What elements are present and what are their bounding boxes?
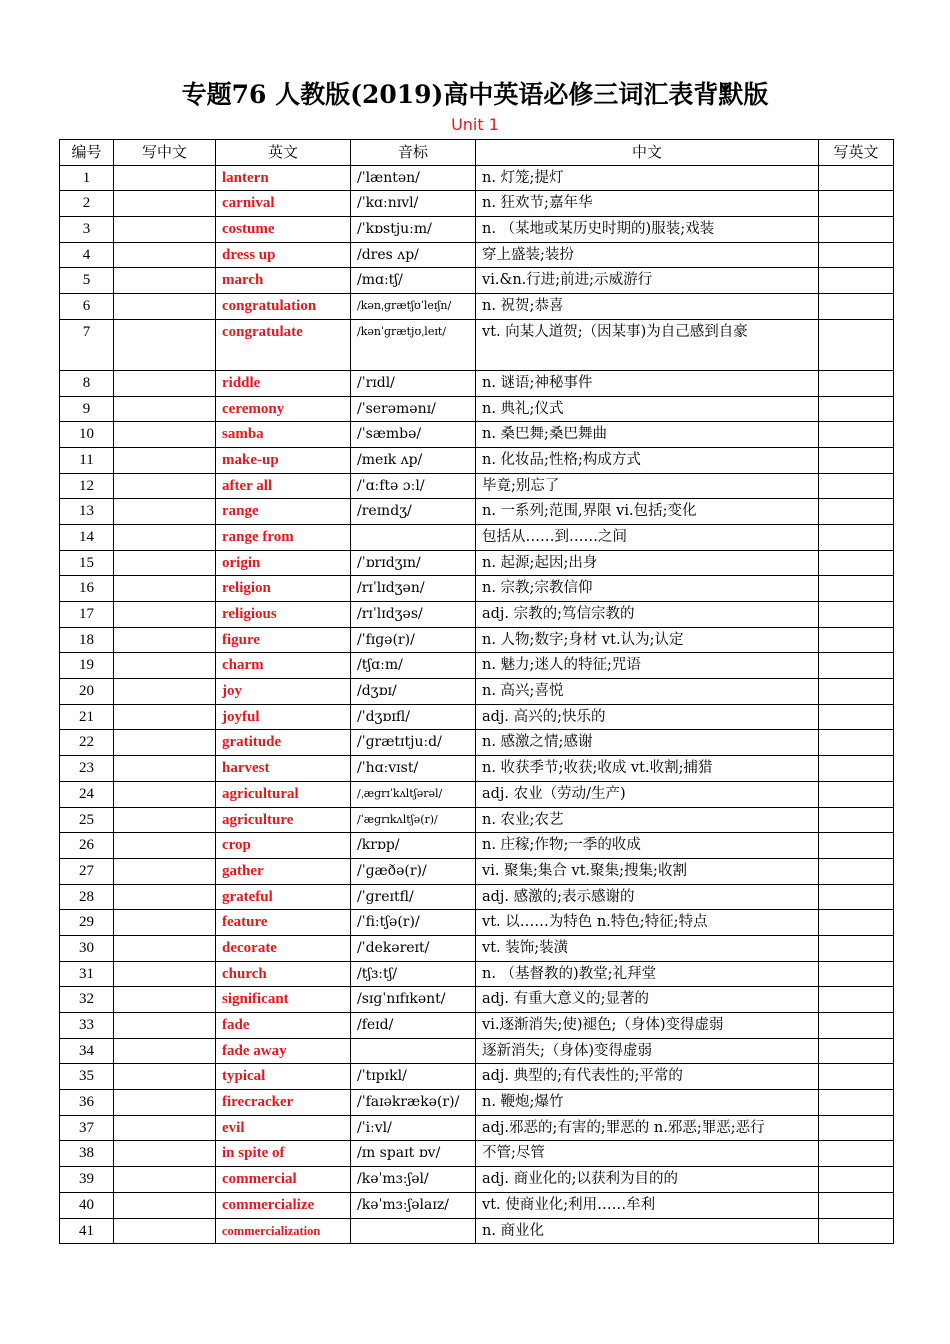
write-chinese-cell[interactable] <box>114 242 216 268</box>
chinese-meaning: vi. 聚集;集合 vt.聚集;搜集;收割 <box>476 858 819 884</box>
phonetic: /kəˈmɜːʃəl/ <box>351 1167 476 1193</box>
header-write-english: 写英文 <box>819 140 894 166</box>
english-word: riddle <box>216 370 351 396</box>
chinese-meaning: adj. 农业（劳动/生产) <box>476 781 819 807</box>
english-word: range from <box>216 524 351 550</box>
write-chinese-cell[interactable] <box>114 679 216 705</box>
english-word: march <box>216 268 351 294</box>
write-english-cell[interactable] <box>819 704 894 730</box>
table-row <box>60 268 894 294</box>
phonetic: /tʃɜːtʃ/ <box>351 961 476 987</box>
vocabulary-table <box>59 139 894 1244</box>
english-word: figure <box>216 627 351 653</box>
write-chinese-cell[interactable] <box>114 1064 216 1090</box>
row-number: 39 <box>60 1167 114 1193</box>
chinese-meaning: adj. 高兴的;快乐的 <box>476 704 819 730</box>
english-word: charm <box>216 653 351 679</box>
table-row <box>60 319 894 370</box>
row-number: 16 <box>60 576 114 602</box>
table-row <box>60 1038 894 1064</box>
write-chinese-cell[interactable] <box>114 704 216 730</box>
row-number: 14 <box>60 524 114 550</box>
write-chinese-cell[interactable] <box>114 1013 216 1039</box>
english-word: gratitude <box>216 730 351 756</box>
row-number: 8 <box>60 370 114 396</box>
chinese-meaning: n. 化妆品;性格;构成方式 <box>476 447 819 473</box>
english-word: commercialization <box>216 1218 351 1244</box>
table-row <box>60 627 894 653</box>
table-row <box>60 730 894 756</box>
english-word: agricultural <box>216 781 351 807</box>
write-english-cell[interactable] <box>819 422 894 448</box>
table-row <box>60 294 894 320</box>
row-number: 12 <box>60 473 114 499</box>
table-row <box>60 756 894 782</box>
chinese-meaning: adj. 有重大意义的;显著的 <box>476 987 819 1013</box>
phonetic: /ˈiːvl/ <box>351 1115 476 1141</box>
write-english-cell[interactable] <box>819 833 894 859</box>
write-chinese-cell[interactable] <box>114 217 216 243</box>
write-chinese-cell[interactable] <box>114 524 216 550</box>
write-english-cell[interactable] <box>819 524 894 550</box>
phonetic: /kənˈɡrætjʊˌleɪt/ <box>351 319 476 370</box>
english-word: origin <box>216 550 351 576</box>
phonetic: /kəˈmɜːʃəlaɪz/ <box>351 1192 476 1218</box>
write-chinese-cell[interactable] <box>114 756 216 782</box>
row-number: 11 <box>60 447 114 473</box>
write-english-cell[interactable] <box>819 602 894 628</box>
write-chinese-cell[interactable] <box>114 319 216 370</box>
phonetic: /kənˌɡrætʃʊˈleɪʃn/ <box>351 294 476 320</box>
row-number: 13 <box>60 499 114 525</box>
chinese-meaning: n. 人物;数字;身材 vt.认为;认定 <box>476 627 819 653</box>
row-number: 23 <box>60 756 114 782</box>
chinese-meaning: 穿上盛装;装扮 <box>476 242 819 268</box>
row-number: 34 <box>60 1038 114 1064</box>
write-chinese-cell[interactable] <box>114 1192 216 1218</box>
write-chinese-cell[interactable] <box>114 191 216 217</box>
table-row <box>60 602 894 628</box>
chinese-meaning: 逐新消失;（身体)变得虚弱 <box>476 1038 819 1064</box>
english-word: fade away <box>216 1038 351 1064</box>
write-english-cell[interactable] <box>819 756 894 782</box>
chinese-meaning: n. 狂欢节;嘉年华 <box>476 191 819 217</box>
phonetic: /ˈhɑːvɪst/ <box>351 756 476 782</box>
write-english-cell[interactable] <box>819 1218 894 1244</box>
chinese-meaning: n. 收获季节;收获;收成 vt.收割;捕猎 <box>476 756 819 782</box>
row-number: 27 <box>60 858 114 884</box>
phonetic <box>351 1038 476 1064</box>
write-chinese-cell[interactable] <box>114 627 216 653</box>
write-english-cell[interactable] <box>819 1141 894 1167</box>
write-english-cell[interactable] <box>819 576 894 602</box>
table-row <box>60 1192 894 1218</box>
table-row <box>60 191 894 217</box>
row-number: 36 <box>60 1090 114 1116</box>
english-word: religious <box>216 602 351 628</box>
chinese-meaning: n. 高兴;喜悦 <box>476 679 819 705</box>
chinese-meaning: 毕竟;别忘了 <box>476 473 819 499</box>
write-english-cell[interactable] <box>819 396 894 422</box>
table-row <box>60 1218 894 1244</box>
english-word: costume <box>216 217 351 243</box>
header-chinese: 中文 <box>476 140 819 166</box>
phonetic: /ˈrɪdl/ <box>351 370 476 396</box>
phonetic: /ˈɒrɪdʒɪn/ <box>351 550 476 576</box>
row-number: 26 <box>60 833 114 859</box>
english-word: commercialize <box>216 1192 351 1218</box>
row-number: 5 <box>60 268 114 294</box>
table-row <box>60 679 894 705</box>
phonetic: /feɪd/ <box>351 1013 476 1039</box>
row-number: 15 <box>60 550 114 576</box>
table-row <box>60 422 894 448</box>
table-row <box>60 704 894 730</box>
phonetic <box>351 1218 476 1244</box>
phonetic: /reɪndʒ/ <box>351 499 476 525</box>
write-english-cell[interactable] <box>819 499 894 525</box>
write-english-cell[interactable] <box>819 781 894 807</box>
row-number: 31 <box>60 961 114 987</box>
write-english-cell[interactable] <box>819 319 894 370</box>
write-english-cell[interactable] <box>819 447 894 473</box>
row-number: 6 <box>60 294 114 320</box>
phonetic: /meɪk ʌp/ <box>351 447 476 473</box>
phonetic: /dʒɒɪ/ <box>351 679 476 705</box>
write-english-cell[interactable] <box>819 679 894 705</box>
write-chinese-cell[interactable] <box>114 396 216 422</box>
write-english-cell[interactable] <box>819 268 894 294</box>
row-number: 28 <box>60 884 114 910</box>
write-english-cell[interactable] <box>819 1038 894 1064</box>
unit-heading: Unit 1 <box>451 115 499 134</box>
table-row <box>60 935 894 961</box>
write-chinese-cell[interactable] <box>114 884 216 910</box>
write-english-cell[interactable] <box>819 294 894 320</box>
chinese-meaning: adj.邪恶的;有害的;罪恶的 n.邪恶;罪恶;恶行 <box>476 1115 819 1141</box>
write-chinese-cell[interactable] <box>114 447 216 473</box>
write-chinese-cell[interactable] <box>114 910 216 936</box>
write-english-cell[interactable] <box>819 1090 894 1116</box>
table-row <box>60 217 894 243</box>
write-english-cell[interactable] <box>819 217 894 243</box>
header-write-chinese: 写中文 <box>114 140 216 166</box>
row-number: 4 <box>60 242 114 268</box>
table-row <box>60 1115 894 1141</box>
table-row <box>60 807 894 833</box>
table-row <box>60 1090 894 1116</box>
write-chinese-cell[interactable] <box>114 1141 216 1167</box>
phonetic: /rɪˈlɪdʒən/ <box>351 576 476 602</box>
english-word: carnival <box>216 191 351 217</box>
chinese-meaning: vt. 以……为特色 n.特色;特征;特点 <box>476 910 819 936</box>
english-word: samba <box>216 422 351 448</box>
english-word: agriculture <box>216 807 351 833</box>
chinese-meaning: vi.逐渐消失;使)褪色;（身体)变得虚弱 <box>476 1013 819 1039</box>
phonetic: /ˈtɪpɪkl/ <box>351 1064 476 1090</box>
english-word: gather <box>216 858 351 884</box>
english-word: commercial <box>216 1167 351 1193</box>
write-chinese-cell[interactable] <box>114 1038 216 1064</box>
english-word: evil <box>216 1115 351 1141</box>
table-row <box>60 473 894 499</box>
row-number: 33 <box>60 1013 114 1039</box>
write-chinese-cell[interactable] <box>114 961 216 987</box>
write-chinese-cell[interactable] <box>114 422 216 448</box>
write-chinese-cell[interactable] <box>114 165 216 191</box>
write-english-cell[interactable] <box>819 730 894 756</box>
table-body <box>60 165 894 1244</box>
english-word: harvest <box>216 756 351 782</box>
write-chinese-cell[interactable] <box>114 602 216 628</box>
phonetic: /dres ʌp/ <box>351 242 476 268</box>
write-english-cell[interactable] <box>819 165 894 191</box>
write-english-cell[interactable] <box>819 627 894 653</box>
write-english-cell[interactable] <box>819 1167 894 1193</box>
chinese-meaning: n. 鞭炮;爆竹 <box>476 1090 819 1116</box>
row-number: 22 <box>60 730 114 756</box>
english-word: congratulate <box>216 319 351 370</box>
chinese-meaning: adj. 感激的;表示感谢的 <box>476 884 819 910</box>
row-number: 37 <box>60 1115 114 1141</box>
phonetic: /ˈɡæðə(r)/ <box>351 858 476 884</box>
header-number: 编号 <box>60 140 114 166</box>
write-english-cell[interactable] <box>819 1064 894 1090</box>
phonetic: /ˈɡreɪtfl/ <box>351 884 476 910</box>
table-row <box>60 961 894 987</box>
row-number: 19 <box>60 653 114 679</box>
chinese-meaning: n. 商业化 <box>476 1218 819 1244</box>
phonetic: /tʃɑːm/ <box>351 653 476 679</box>
write-chinese-cell[interactable] <box>114 987 216 1013</box>
chinese-meaning: n. 宗教;宗教信仰 <box>476 576 819 602</box>
chinese-meaning: n. 庄稼;作物;一季的收成 <box>476 833 819 859</box>
table-row <box>60 370 894 396</box>
chinese-meaning: vt. 装饰;装潢 <box>476 935 819 961</box>
write-english-cell[interactable] <box>819 807 894 833</box>
phonetic <box>351 524 476 550</box>
english-word: in spite of <box>216 1141 351 1167</box>
write-chinese-cell[interactable] <box>114 833 216 859</box>
english-word: decorate <box>216 935 351 961</box>
write-chinese-cell[interactable] <box>114 268 216 294</box>
english-word: lantern <box>216 165 351 191</box>
english-word: ceremony <box>216 396 351 422</box>
write-chinese-cell[interactable] <box>114 730 216 756</box>
row-number: 38 <box>60 1141 114 1167</box>
chinese-meaning: n. （某地或某历史时期的)服装;戏装 <box>476 217 819 243</box>
header-phonetic: 音标 <box>351 140 476 166</box>
row-number: 20 <box>60 679 114 705</box>
write-english-cell[interactable] <box>819 550 894 576</box>
write-english-cell[interactable] <box>819 1115 894 1141</box>
table-row <box>60 524 894 550</box>
phonetic: /ˈɡrætɪtjuːd/ <box>351 730 476 756</box>
english-word: significant <box>216 987 351 1013</box>
table-row <box>60 1013 894 1039</box>
header-english: 英文 <box>216 140 351 166</box>
chinese-meaning: n. 祝贺;恭喜 <box>476 294 819 320</box>
phonetic: /ˈsæmbə/ <box>351 422 476 448</box>
english-word: range <box>216 499 351 525</box>
write-chinese-cell[interactable] <box>114 370 216 396</box>
table-row <box>60 242 894 268</box>
english-word: dress up <box>216 242 351 268</box>
chinese-meaning: n. 典礼;仪式 <box>476 396 819 422</box>
table-row <box>60 884 894 910</box>
write-chinese-cell[interactable] <box>114 576 216 602</box>
phonetic: /ˈfiːtʃə(r)/ <box>351 910 476 936</box>
write-english-cell[interactable] <box>819 961 894 987</box>
english-word: religion <box>216 576 351 602</box>
write-chinese-cell[interactable] <box>114 781 216 807</box>
phonetic: /ˈfɪɡə(r)/ <box>351 627 476 653</box>
chinese-meaning: vt. 向某人道贺;（因某事)为自己感到自豪 <box>476 319 819 370</box>
chinese-meaning: n. 农业;农艺 <box>476 807 819 833</box>
phonetic: /ˌæɡrɪˈkʌltʃərəl/ <box>351 781 476 807</box>
page-title: 专题76 人教版(2019)高中英语必修三词汇表背默版 <box>181 80 769 109</box>
phonetic: /ˈɑːftə ɔːl/ <box>351 473 476 499</box>
row-number: 10 <box>60 422 114 448</box>
write-english-cell[interactable] <box>819 473 894 499</box>
row-number: 24 <box>60 781 114 807</box>
chinese-meaning: n. 魅力;迷人的特征;咒语 <box>476 653 819 679</box>
write-chinese-cell[interactable] <box>114 473 216 499</box>
phonetic: /ˈdekəreɪt/ <box>351 935 476 961</box>
chinese-meaning: n. 灯笼;提灯 <box>476 165 819 191</box>
write-english-cell[interactable] <box>819 1192 894 1218</box>
english-word: joy <box>216 679 351 705</box>
table-row <box>60 987 894 1013</box>
english-word: feature <box>216 910 351 936</box>
write-chinese-cell[interactable] <box>114 653 216 679</box>
write-english-cell[interactable] <box>819 858 894 884</box>
phonetic: /ˈæɡrɪkʌltʃə(r)/ <box>351 807 476 833</box>
write-english-cell[interactable] <box>819 910 894 936</box>
english-word: church <box>216 961 351 987</box>
table-row <box>60 447 894 473</box>
table-row <box>60 1064 894 1090</box>
phonetic: /ˈdʒɒɪfl/ <box>351 704 476 730</box>
write-chinese-cell[interactable] <box>114 294 216 320</box>
row-number: 30 <box>60 935 114 961</box>
chinese-meaning: adj. 商业化的;以获利为目的的 <box>476 1167 819 1193</box>
write-english-cell[interactable] <box>819 987 894 1013</box>
row-number: 35 <box>60 1064 114 1090</box>
chinese-meaning: 包括从……到……之间 <box>476 524 819 550</box>
write-english-cell[interactable] <box>819 191 894 217</box>
chinese-meaning: n. 一系列;范围,界限 vi.包括;变化 <box>476 499 819 525</box>
write-english-cell[interactable] <box>819 884 894 910</box>
row-number: 29 <box>60 910 114 936</box>
row-number: 25 <box>60 807 114 833</box>
english-word: typical <box>216 1064 351 1090</box>
english-word: make-up <box>216 447 351 473</box>
phonetic: /ˈlæntən/ <box>351 165 476 191</box>
row-number: 40 <box>60 1192 114 1218</box>
table-row <box>60 396 894 422</box>
table-row <box>60 653 894 679</box>
write-chinese-cell[interactable] <box>114 550 216 576</box>
chinese-meaning: 不管;尽管 <box>476 1141 819 1167</box>
chinese-meaning: n. （基督教的)教堂;礼拜堂 <box>476 961 819 987</box>
table-row <box>60 165 894 191</box>
table-row <box>60 1141 894 1167</box>
english-word: after all <box>216 473 351 499</box>
phonetic: /ˈkɒstjuːm/ <box>351 217 476 243</box>
chinese-meaning: adj. 宗教的;笃信宗教的 <box>476 602 819 628</box>
write-chinese-cell[interactable] <box>114 1218 216 1244</box>
chinese-meaning: n. 桑巴舞;桑巴舞曲 <box>476 422 819 448</box>
phonetic: /ˈserəmənɪ/ <box>351 396 476 422</box>
write-english-cell[interactable] <box>819 242 894 268</box>
row-number: 3 <box>60 217 114 243</box>
chinese-meaning: adj. 典型的;有代表性的;平常的 <box>476 1064 819 1090</box>
table-row <box>60 858 894 884</box>
row-number: 7 <box>60 319 114 370</box>
row-number: 32 <box>60 987 114 1013</box>
english-word: fade <box>216 1013 351 1039</box>
table-row <box>60 550 894 576</box>
write-chinese-cell[interactable] <box>114 807 216 833</box>
phonetic: /ˈkɑːnɪvl/ <box>351 191 476 217</box>
write-english-cell[interactable] <box>819 370 894 396</box>
english-word: grateful <box>216 884 351 910</box>
english-word: joyful <box>216 704 351 730</box>
english-word: firecracker <box>216 1090 351 1116</box>
row-number: 18 <box>60 627 114 653</box>
write-chinese-cell[interactable] <box>114 1167 216 1193</box>
chinese-meaning: n. 起源;起因;出身 <box>476 550 819 576</box>
write-chinese-cell[interactable] <box>114 935 216 961</box>
row-number: 21 <box>60 704 114 730</box>
chinese-meaning: n. 感激之情;感谢 <box>476 730 819 756</box>
row-number: 17 <box>60 602 114 628</box>
row-number: 1 <box>60 165 114 191</box>
phonetic: /krɒp/ <box>351 833 476 859</box>
phonetic: /mɑːtʃ/ <box>351 268 476 294</box>
phonetic: /ɪn spaɪt ɒv/ <box>351 1141 476 1167</box>
table-row <box>60 576 894 602</box>
table-row <box>60 1167 894 1193</box>
english-word: crop <box>216 833 351 859</box>
phonetic: /ˈfaɪəkrækə(r)/ <box>351 1090 476 1116</box>
row-number: 41 <box>60 1218 114 1244</box>
chinese-meaning: vi.&n.行进;前进;示威游行 <box>476 268 819 294</box>
write-chinese-cell[interactable] <box>114 1090 216 1116</box>
english-word: congratulation <box>216 294 351 320</box>
row-number: 9 <box>60 396 114 422</box>
write-english-cell[interactable] <box>819 935 894 961</box>
phonetic: /rɪˈlɪdʒəs/ <box>351 602 476 628</box>
row-number: 2 <box>60 191 114 217</box>
table-row <box>60 499 894 525</box>
phonetic: /sɪɡˈnɪfɪkənt/ <box>351 987 476 1013</box>
table-row <box>60 910 894 936</box>
write-chinese-cell[interactable] <box>114 1115 216 1141</box>
write-english-cell[interactable] <box>819 653 894 679</box>
chinese-meaning: n. 谜语;神秘事件 <box>476 370 819 396</box>
write-english-cell[interactable] <box>819 1013 894 1039</box>
write-chinese-cell[interactable] <box>114 858 216 884</box>
chinese-meaning: vt. 使商业化;利用……牟利 <box>476 1192 819 1218</box>
table-row <box>60 833 894 859</box>
table-header-row <box>60 140 894 166</box>
write-chinese-cell[interactable] <box>114 499 216 525</box>
table-row <box>60 781 894 807</box>
